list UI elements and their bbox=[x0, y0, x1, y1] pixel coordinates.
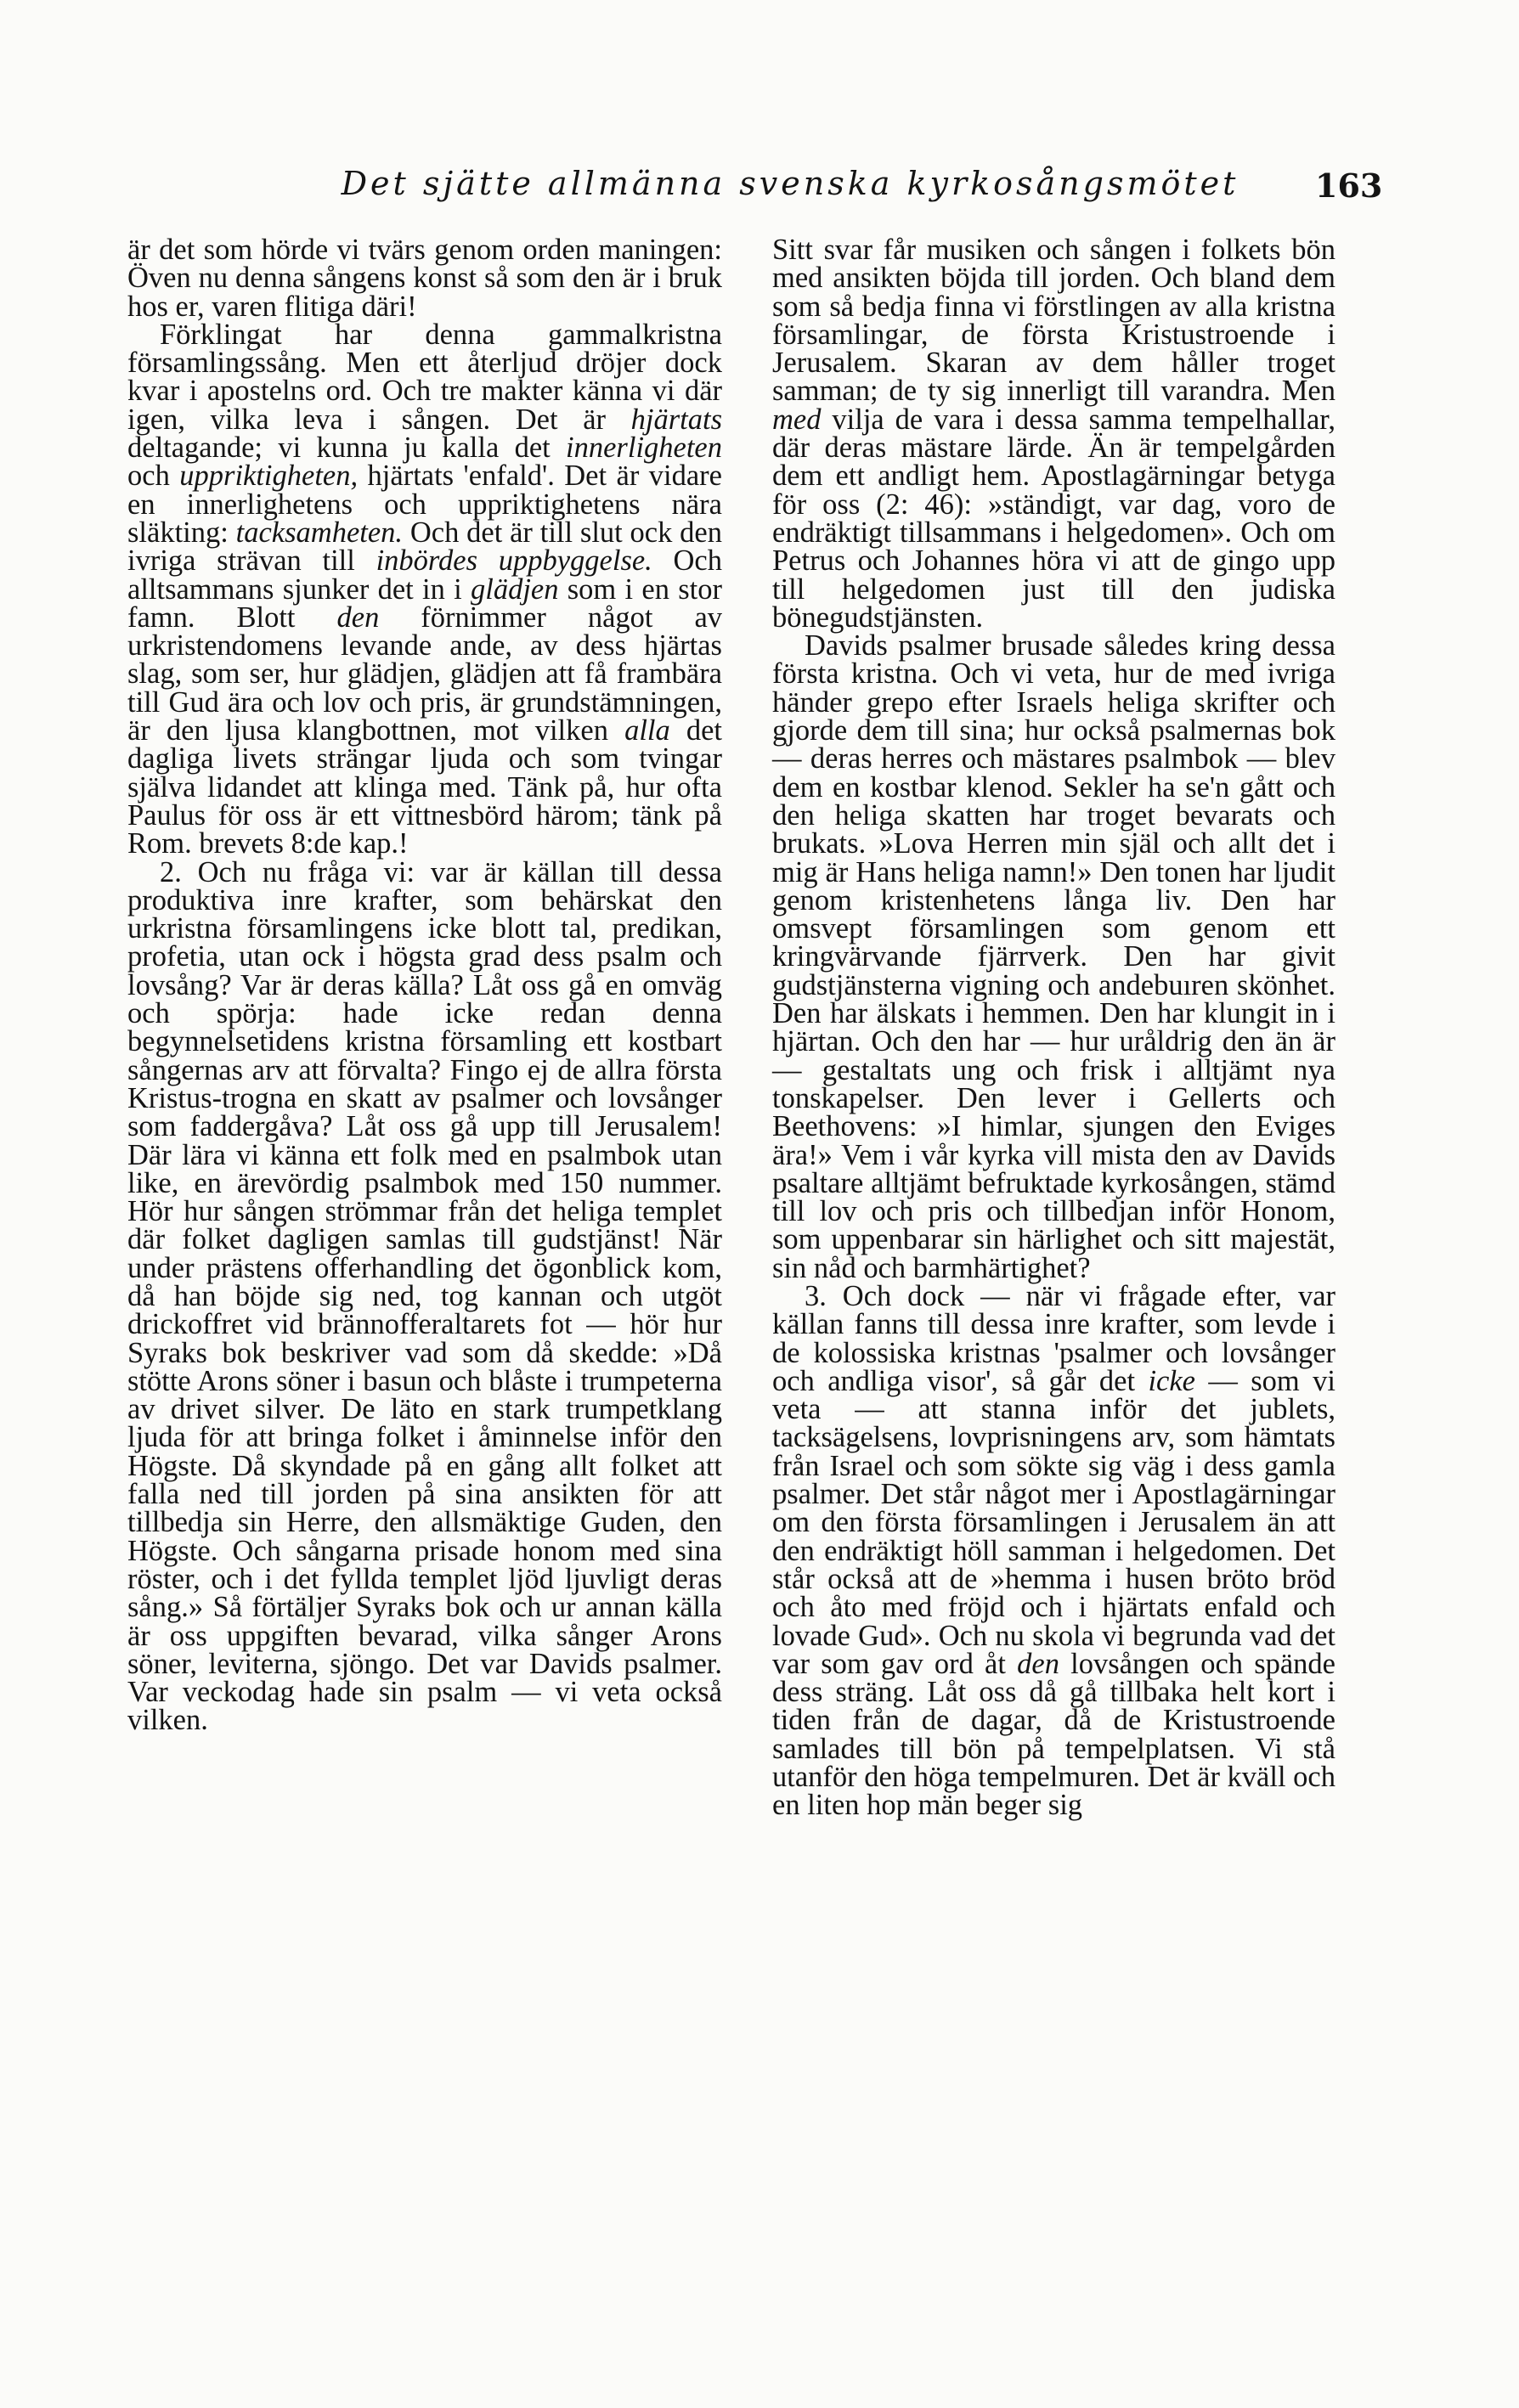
text-run: 3. Och dock — när vi frågade efter, var källan fanns till dessa inre krafter, som levde i de kolossiska kristnas 'psalmer och lovsånger och andliga visor', så går det bbox=[772, 1279, 1335, 1397]
page-header bbox=[127, 165, 1519, 216]
paragraph bbox=[772, 236, 1335, 632]
text-run: Förklingat har denna gammalkristna församlingssång. Men ett återljud dröjer dock kvar i apostelns ord. Och tre makter känna vi där igen, vilka leva i sången. Det är bbox=[127, 318, 722, 436]
text-run: 2. Och nu fråga vi: var är källan till dessa produktiva inre krafter, som behärskat den urkristna församlingens icke blott tal, predikan, profetia, utan ock i högsta grad dess psalm och lovsång? Var är deras källa? Låt oss gå en omväg och spörja: hade icke redan denna begynnelsetidens kristna församling ett kostbart sångernas arv att förvalta? Fingo ej de allra första Kristus-trogna en skatt av psalmer och lovsånger som faddergåva? Låt oss gå upp till Jerusalem! Där lära vi känna ett folk med en psalmbok utan like, en ärevördig psalmbok med 150 nummer. Hör hur sången strömmar från det heliga templet där folket dagligen samlas till gudstjänst! När under prästens offerhandling det ögonblick kom, då han böjde sig ned, tog kannan och utgöt drickoffret vid brännofferaltarets fot — hör hur Syraks bok beskriver vad som då skedde: »Då stötte Arons söner i basun och blåste i trumpeterna av drivet silver. De läto en stark trumpetklang ljuda för att bringa folket i åminnelse inför den Högste. Då skyndade på en gång allt folket att falla ned till jorden på sina ansikten för att tillbedja sin Herre, den allsmäktige Guden, den Högste. Och sångarna prisade honom med sina röster, och i det fyllda templet ljöd ljuvligt deras sång.» Så förtäljer Syraks bok och ur annan källa är oss uppgiften bevarad, vilka sånger Arons söner, leviterna, sjöngo. Det var Davids psalmer. Var veckodag hade sin psalm — vi veta också vilken. bbox=[127, 855, 722, 1737]
paragraph bbox=[127, 855, 722, 1737]
text-run: Och det är till slut ock den ivriga strävan till bbox=[127, 516, 722, 578]
italic-text: inbördes uppbyggelse. bbox=[376, 544, 652, 578]
page-number: 163 bbox=[1315, 166, 1383, 205]
text-run: förnimmer något av urkristendomens levande ande, av dess hjärtas slag, som ser, hur glädjen, glädjen att få frambära till Gud ära och lov och pris, är grundstämningen, är den ljusa klangbottnen, mot vilken bbox=[127, 601, 723, 747]
italic-text: den bbox=[1017, 1647, 1059, 1680]
text-run: är det som hörde vi tvärs genom orden maningen: Öven nu denna sångens konst så som den är i bruk hos er, varen flitiga däri! bbox=[127, 234, 722, 323]
text-run: vilja de vara i dessa samma tempelhallar, där deras mästare lärde. Än är tempelgården dem ett andligt hem. Apostlagärningar betyga för oss (2: 46): »ständigt, var dag, voro de endräktigt tillsammans i helgedomen». Och om Petrus och Johannes höra vi att de gingo upp till helgedomen just till den judiska bönegudstjänsten. bbox=[772, 403, 1335, 634]
text-run: Sitt svar får musiken och sången i folkets bön med ansikten böjda till jorden. Och bland dem som så bedja finna vi förstlingen av alla kristna församlingar, de första Kristustroende i Jerusalem. Skaran av dem håller troget samman; de ty sig innerligt till varandra. Men bbox=[772, 234, 1335, 408]
text-run: som i en stor famn. Blott bbox=[127, 572, 722, 634]
text-run: det dagliga livets strängar ljuda och som tvingar själva lidandet att klinga med. Tänk på, hur ofta Paulus för oss är ett vittnesbörd härom; tänk på Rom. brevets 8:de kap.! bbox=[127, 714, 722, 860]
text-run: Davids psalmer brusade således kring dessa första kristna. Och vi veta, hur de med ivriga händer grepo efter Israels heliga skrifter och gjorde dem till sina; hur också psalmernas bok — deras herres och mästares psalmbok — blev dem en kostbar klenod. Sekler ha se'n gått och den heliga skatten har troget bevarats och brukats. »Lova Herren min själ och allt det i mig är Hans heliga namn!» Den tonen har ljudit genom kristenhetens långa liv. Den har omsvept församlingen som genom ett kringvärvande fjärrverk. Den har givit gudstjänsterna vigning och andebuıren skönhet. Den har älskats i hemmen. Den har klungit in i hjärtan. Och den har — hur uråldrig den än är — gestaltats ung och frisk i alltjämt nya tonskapelser. Den lever i Gellerts och Beethovens: »I himlar, sjungen den Eviges ära!» Vem i vår kyrka vill mista den av Davids psaltare alltjämt befruktade kyrkosången, stämd till lov och pris och tillbedjan inför Honom, som uppenbarar sin härlighet och sitt majestät, sin nåd och barmhärtighet? bbox=[772, 629, 1335, 1284]
paragraph bbox=[127, 236, 722, 321]
paragraph bbox=[772, 1279, 1335, 1822]
italic-text: hjärtats bbox=[630, 403, 722, 436]
paragraph bbox=[772, 629, 1335, 1284]
text-run: lovsången och spände dess sträng. Låt oss då gå tillbaka helt kort i tiden från de dagar, då de Kristustroende samlades till bön på tempelplatsen. Vi stå utanför den höga tempelmuren. Det är kväll och en liten hop män beger sig bbox=[772, 1647, 1335, 1822]
running-title: Det sjätte allmänna svenska kyrkosångsmötet bbox=[341, 165, 1239, 202]
italic-text: glädjen bbox=[470, 572, 559, 606]
left-column bbox=[127, 236, 722, 1735]
text-run: och bbox=[127, 460, 180, 493]
text-run: hjärtats 'enfald'. Det är vidare en innerlighetens och uppriktighetens nära släkting: bbox=[127, 460, 722, 549]
text-run: — som vi veta — att stanna inför det jublets, tacksägelsens, lovprisningens arv, som hämtats från Israel och som sökte sig väg i dess gamla psalmer. Det står något mer i Apostlagärningar om den första församlingen i Jerusalem än att den endräktigt höll samman i helgedomen. Det står också att de »hemma i husen bröto bröd och åto med fröjd och i hjärtats enfald och lovade Gud». Och nu skola vi begrunda vad det var som gav ord åt bbox=[772, 1364, 1335, 1680]
paragraph bbox=[127, 318, 723, 860]
italic-text: den bbox=[336, 601, 380, 634]
italic-text: uppriktigheten, bbox=[179, 460, 359, 493]
text-run: deltagande; vi kunna ju kalla det bbox=[127, 431, 567, 465]
text-run: Och alltsammans sjunker det in i bbox=[127, 544, 722, 606]
italic-text: med bbox=[772, 403, 822, 436]
italic-text: tacksamheten. bbox=[235, 516, 404, 549]
italic-text: alla bbox=[624, 714, 670, 747]
italic-text: icke bbox=[1148, 1364, 1195, 1397]
right-column bbox=[772, 236, 1335, 1820]
italic-text: innerligheten bbox=[566, 431, 722, 465]
